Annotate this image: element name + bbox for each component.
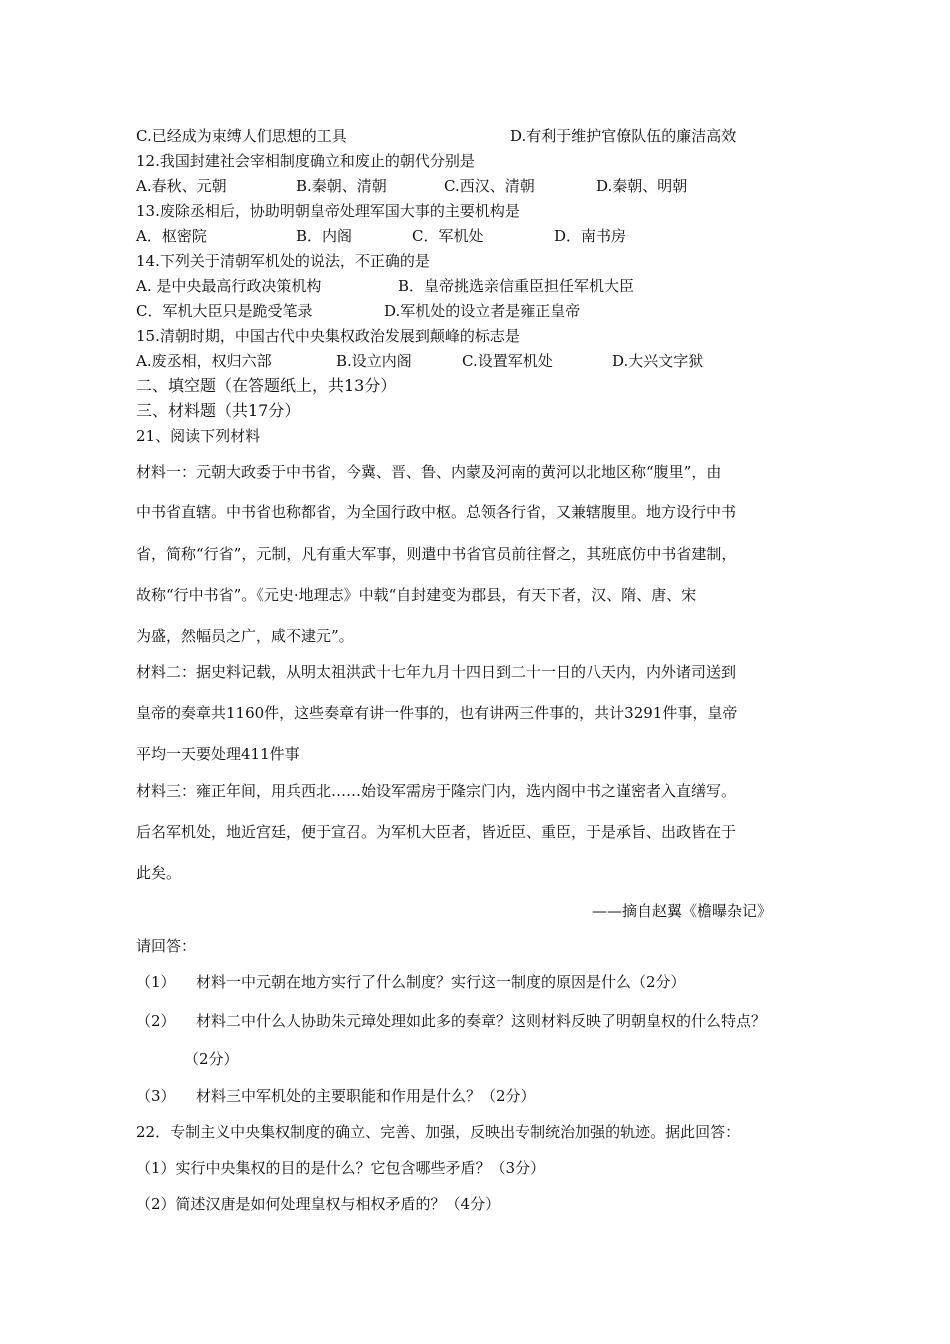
q12-option-c: C.西汉、清朝: [444, 177, 535, 195]
q12-option-d: D.秦朝、明朝: [596, 177, 688, 195]
material-2-line: 皇帝的奏章共1160件，这些奏章有讲一件事的，也有讲两三件事的，共计3291件事，皇帝: [136, 704, 738, 722]
q15-option-d: D.大兴文字狱: [612, 352, 704, 370]
sub-question-2-text: 材料二中什么人协助朱元璋处理如此多的奏章？这则材料反映了明朝皇权的什么特点？: [196, 1012, 767, 1030]
q11-option-d: D.有利于维护官僚队伍的廉洁高效: [510, 127, 737, 145]
material-1-line: 省，简称“行省”，元制，凡有重大军事，则遣中书省官员前往督之，其班底仿中书省建制，: [136, 545, 737, 563]
material-1-line: 材料一：元朝大政委于中书省，今冀、晋、鲁、内蒙及河南的黄河以北地区称“腹里”，由: [136, 463, 722, 481]
sub-question-3-text: 材料三中军机处的主要职能和作用是什么？（2分）: [196, 1087, 536, 1105]
material-3-line: 后名军机处，地近宫廷，便于宣召。为军机大臣者，皆近臣、重臣，于是承旨、出政皆在于: [136, 823, 737, 841]
answer-prompt: 请回答：: [136, 937, 197, 955]
material-2-line: 材料二：据史料记载，从明太祖洪武十七年九月十四日到二十一日的八天内，内外诸司送到: [136, 663, 737, 681]
sub-question-3-number: （3）: [136, 1087, 176, 1105]
q14-stem: 14.下列关于清朝军机处的说法，不正确的是: [136, 252, 430, 270]
q22-sub-1: （1）实行中央集权的目的是什么？它包含哪些矛盾？（3分）: [136, 1159, 546, 1177]
material-1-line: 为盛，然幅员之广，咸不逮元”。: [136, 627, 354, 645]
q13-option-b: B．内阁: [296, 227, 353, 245]
q14-option-b: B．皇帝挑选亲信重臣担任军机大臣: [398, 277, 635, 295]
q13-option-d: D．南书房: [554, 227, 627, 245]
q22-stem: 22．专制主义中央集权制度的确立、完善、加强，反映出专制统治加强的轨迹。据此回答：: [136, 1123, 741, 1141]
material-1-line: 故称“行中书省”。《元史·地理志》中载“自封建变为郡县，有天下者，汉、隋、唐、宋: [136, 586, 697, 604]
sub-question-1-number: （1）: [136, 973, 176, 991]
q11-option-c: C.已经成为束缚人们思想的工具: [136, 127, 347, 145]
q15-option-b: B.设立内阁: [336, 352, 412, 370]
q15-option-c: C.设置军机处: [462, 352, 553, 370]
q13-stem: 13.废除丞相后，协助明朝皇帝处理军国大事的主要机构是: [136, 202, 520, 220]
q13-option-a: A．枢密院: [136, 227, 207, 245]
material-1-line: 中书省直辖。中书省也称都省，为全国行政中枢。总领各行省，又兼辖腹里。地方设行中书: [136, 503, 737, 521]
material-3-line: 此矣。: [136, 864, 182, 882]
section-3-heading: 三、材料题（共17分）: [136, 401, 301, 420]
q14-option-d: D.军机处的设立者是雍正皇帝: [384, 302, 581, 320]
q21-stem: 21、阅读下列材料: [136, 427, 261, 445]
q14-option-c: C．军机大臣只是跪受笔录: [136, 302, 313, 320]
section-2-heading: 二、填空题（在答题纸上，共13分）: [136, 376, 397, 395]
q13-option-c: C．军机处: [412, 227, 484, 245]
material-3-source: ——摘自赵翼《檐曝杂记》: [592, 902, 773, 920]
q12-option-b: B.秦朝、清朝: [296, 177, 387, 195]
q12-option-a: A.春秋、元朝: [136, 177, 227, 195]
material-2-line: 平均一天要处理411件事: [136, 745, 300, 763]
q15-stem: 15.清朝时期，中国古代中央集权政治发展到颠峰的标志是: [136, 327, 520, 345]
q12-stem: 12.我国封建社会宰相制度确立和废止的朝代分别是: [136, 152, 475, 170]
sub-question-2-number: （2）: [136, 1012, 176, 1030]
q22-sub-2: （2）简述汉唐是如何处理皇权与相权矛盾的？（4分）: [136, 1195, 501, 1213]
q15-option-a: A.废丞相，权归六部: [136, 352, 272, 370]
material-3-line: 材料三：雍正年间，用兵西北……始设军需房于隆宗门内，选内阁中书之谨密者入直缮写。: [136, 782, 737, 800]
sub-question-1-text: 材料一中元朝在地方实行了什么制度？实行这一制度的原因是什么（2分）: [196, 973, 686, 991]
sub-question-2-score: （2分）: [184, 1050, 239, 1068]
q14-option-a: A. 是中央最高行政决策机构: [136, 277, 322, 295]
